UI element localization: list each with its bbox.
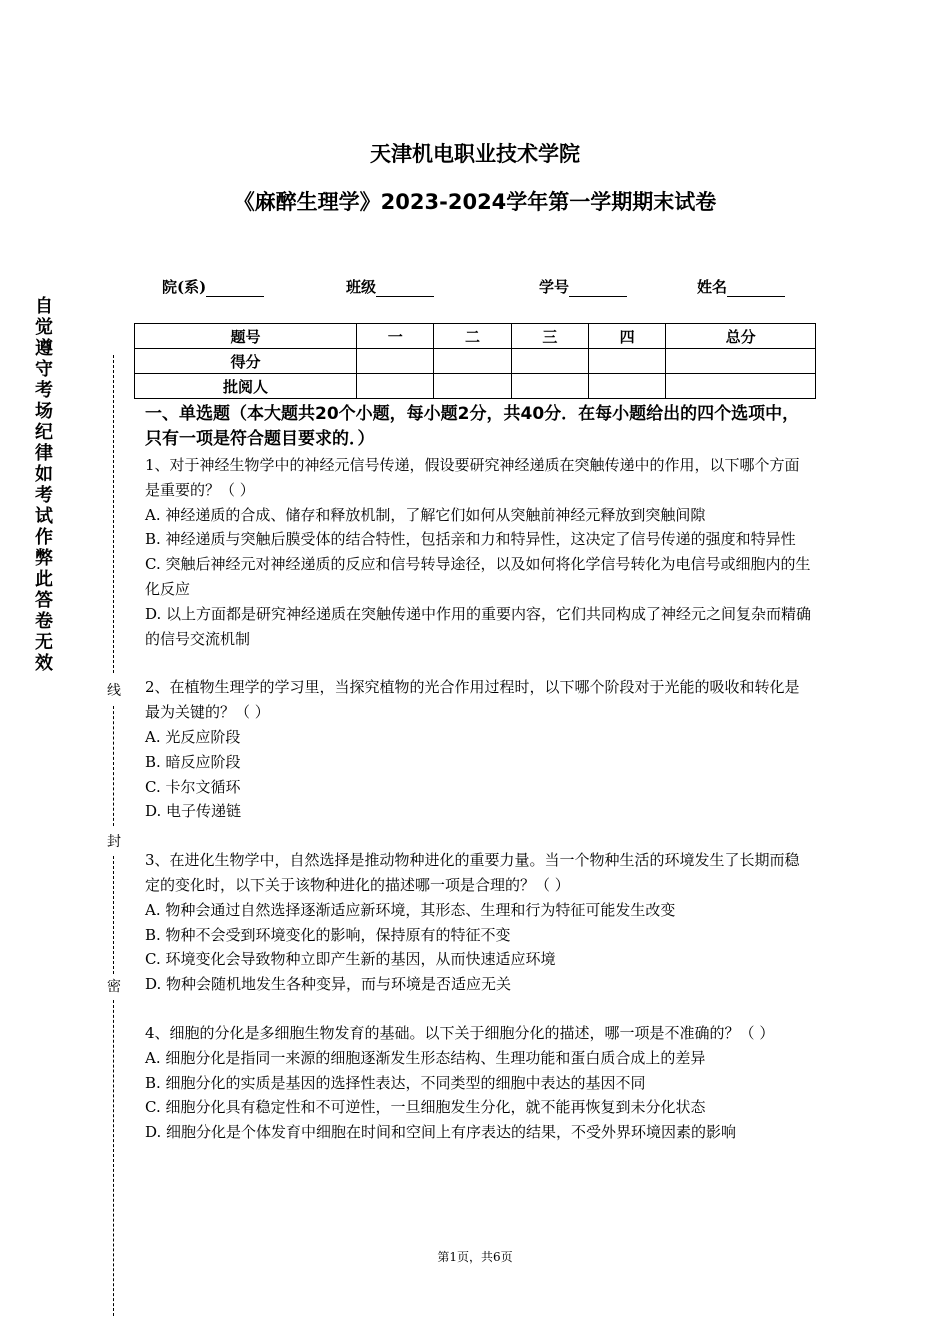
notice-char: 遵 <box>35 338 53 359</box>
option-b: B. 神经递质与突触后膜受体的结合特性，包括亲和力和特异性，这决定了信号传递的强度和特异性 <box>145 530 796 549</box>
notice-char: 觉 <box>35 317 53 338</box>
option-b: B. 细胞分化的实质是基因的选择性表达，不同类型的细胞中表达的基因不同 <box>145 1073 646 1092</box>
score-cell[interactable] <box>357 374 434 399</box>
question-stem: 2、在植物生理学的学习里，当探究植物的光合作用过程时，以下哪个阶段对于光能的吸收和转化是最为关键的？（ ） <box>145 678 800 722</box>
question-2 <box>145 675 813 824</box>
option-a: A. 细胞分化是指同一来源的细胞逐渐发生形态结构、生理功能和蛋白质合成上的差异 <box>145 1048 706 1067</box>
score-cell[interactable] <box>511 349 588 374</box>
notice-char: 效 <box>35 653 53 674</box>
department-label: 院(系) <box>162 278 207 296</box>
question-1 <box>145 453 813 651</box>
score-cell[interactable] <box>588 349 665 374</box>
notice-char: 如 <box>35 464 53 485</box>
option-d: D. 细胞分化是个体发育中细胞在时间和空间上有序表达的结果，不受外界环境因素的影响 <box>145 1123 737 1142</box>
score-table-row <box>135 374 816 399</box>
option-c: C. 细胞分化具有稳定性和不可逆性，一旦细胞发生分化，就不能再恢复到未分化状态 <box>145 1098 706 1117</box>
question-stem: 4、细胞的分化是多细胞生物发育的基础。以下关于细胞分化的描述，哪一项是不准确的？（ ） <box>145 1023 775 1042</box>
score-row-label: 得分 <box>135 349 357 374</box>
option-a: A. 物种会通过自然选择逐渐适应新环境，其形态、生理和行为特征可能发生改变 <box>145 900 676 919</box>
question-stem: 1、对于神经生物学中的神经元信号传递，假设要研究神经递质在突触传递中的作用，以下哪个方面是重要的？（ ） <box>145 456 800 499</box>
binding-line-label: 线 <box>107 683 121 699</box>
notice-char: 场 <box>35 401 53 422</box>
score-cell[interactable] <box>357 349 434 374</box>
binding-line-dashed <box>113 856 114 974</box>
option-b: B. 物种不会受到环境变化的影响，保持原有的特征不变 <box>145 925 511 944</box>
score-header-cell: 总分 <box>666 324 816 349</box>
option-d: D. 物种会随机地发生各种变异，而与环境是否适应无关 <box>145 975 512 994</box>
option-c: C. 环境变化会导致物种立即产生新的基因，从而快速适应环境 <box>145 950 556 969</box>
notice-char: 律 <box>35 443 53 464</box>
name-label: 姓名 <box>697 278 728 296</box>
name-field <box>697 276 785 297</box>
section-heading: 一、单选题（本大题共20个小题，每小题2分，共40分．在每小题给出的四个选项中，只有一项是符合题目要求的．） <box>145 404 800 449</box>
score-cell[interactable] <box>434 374 511 399</box>
institution-title: 天津机电职业技术学院 <box>370 142 580 166</box>
score-header-cell: 一 <box>357 324 434 349</box>
class-blank[interactable] <box>376 280 434 297</box>
exam-title: 《麻醉生理学》2023-2024学年第一学期期末试卷 <box>233 190 717 214</box>
notice-char: 考 <box>35 380 53 401</box>
name-blank[interactable] <box>727 280 785 297</box>
option-d: D. 电子传递链 <box>145 802 242 821</box>
exam-content <box>145 402 813 1169</box>
score-cell[interactable] <box>511 374 588 399</box>
student-id-label: 学号 <box>539 278 570 296</box>
score-cell[interactable] <box>434 349 511 374</box>
notice-char: 自 <box>35 296 53 317</box>
score-table <box>134 323 816 399</box>
class-label: 班级 <box>346 278 377 296</box>
exam-discipline-notice <box>32 296 56 674</box>
score-header-cell: 三 <box>511 324 588 349</box>
option-c: C. 卡尔文循环 <box>145 777 241 796</box>
notice-char: 此 <box>35 569 53 590</box>
notice-char: 守 <box>35 359 53 380</box>
binding-line-dashed <box>113 355 114 673</box>
option-c: C. 突触后神经元对神经递质的反应和信号转导途径，以及如何将化学信号转化为电信号或细胞内的生化反应 <box>145 555 811 598</box>
seal-label: 封 <box>107 834 121 850</box>
notice-char: 考 <box>35 485 53 506</box>
score-cell[interactable] <box>666 349 816 374</box>
score-header-cell: 四 <box>588 324 665 349</box>
score-table-row <box>135 349 816 374</box>
notice-char: 答 <box>35 590 53 611</box>
notice-char: 弊 <box>35 548 53 569</box>
notice-char: 卷 <box>35 611 53 632</box>
score-cell[interactable] <box>588 374 665 399</box>
notice-char: 试 <box>35 506 53 527</box>
notice-char: 纪 <box>35 422 53 443</box>
score-table-header-row <box>135 324 816 349</box>
option-b: B. 暗反应阶段 <box>145 752 241 771</box>
notice-char: 无 <box>35 632 53 653</box>
binding-line-dashed <box>113 706 114 826</box>
score-cell[interactable] <box>666 374 816 399</box>
student-id-blank[interactable] <box>569 280 627 297</box>
question-stem: 3、在进化生物学中，自然选择是推动物种进化的重要力量。当一个物种生活的环境发生了长期而稳定的变化时，以下关于该物种进化的描述哪一项是合理的？（ ） <box>145 851 800 894</box>
department-blank[interactable] <box>206 280 264 297</box>
notice-char: 作 <box>35 527 53 548</box>
student-id-field <box>539 276 627 297</box>
score-header-cell: 二 <box>434 324 511 349</box>
option-a: A. 光反应阶段 <box>145 727 241 746</box>
option-a: A. 神经递质的合成、储存和释放机制，了解它们如何从突触前神经元释放到突触间隙 <box>145 505 706 524</box>
department-field <box>162 276 264 297</box>
secret-label: 密 <box>107 979 121 995</box>
score-header-cell: 题号 <box>135 324 357 349</box>
question-4 <box>145 1021 813 1145</box>
score-row-label: 批阅人 <box>135 374 357 399</box>
option-d: D. 以上方面都是研究神经递质在突触传递中作用的重要内容，它们共同构成了神经元之间复杂而精确的信号交流机制 <box>145 604 812 648</box>
page-number: 第1页，共6页 <box>437 1250 513 1264</box>
class-field <box>346 276 434 297</box>
binding-line-dashed <box>113 1000 114 1316</box>
question-3 <box>145 848 813 997</box>
